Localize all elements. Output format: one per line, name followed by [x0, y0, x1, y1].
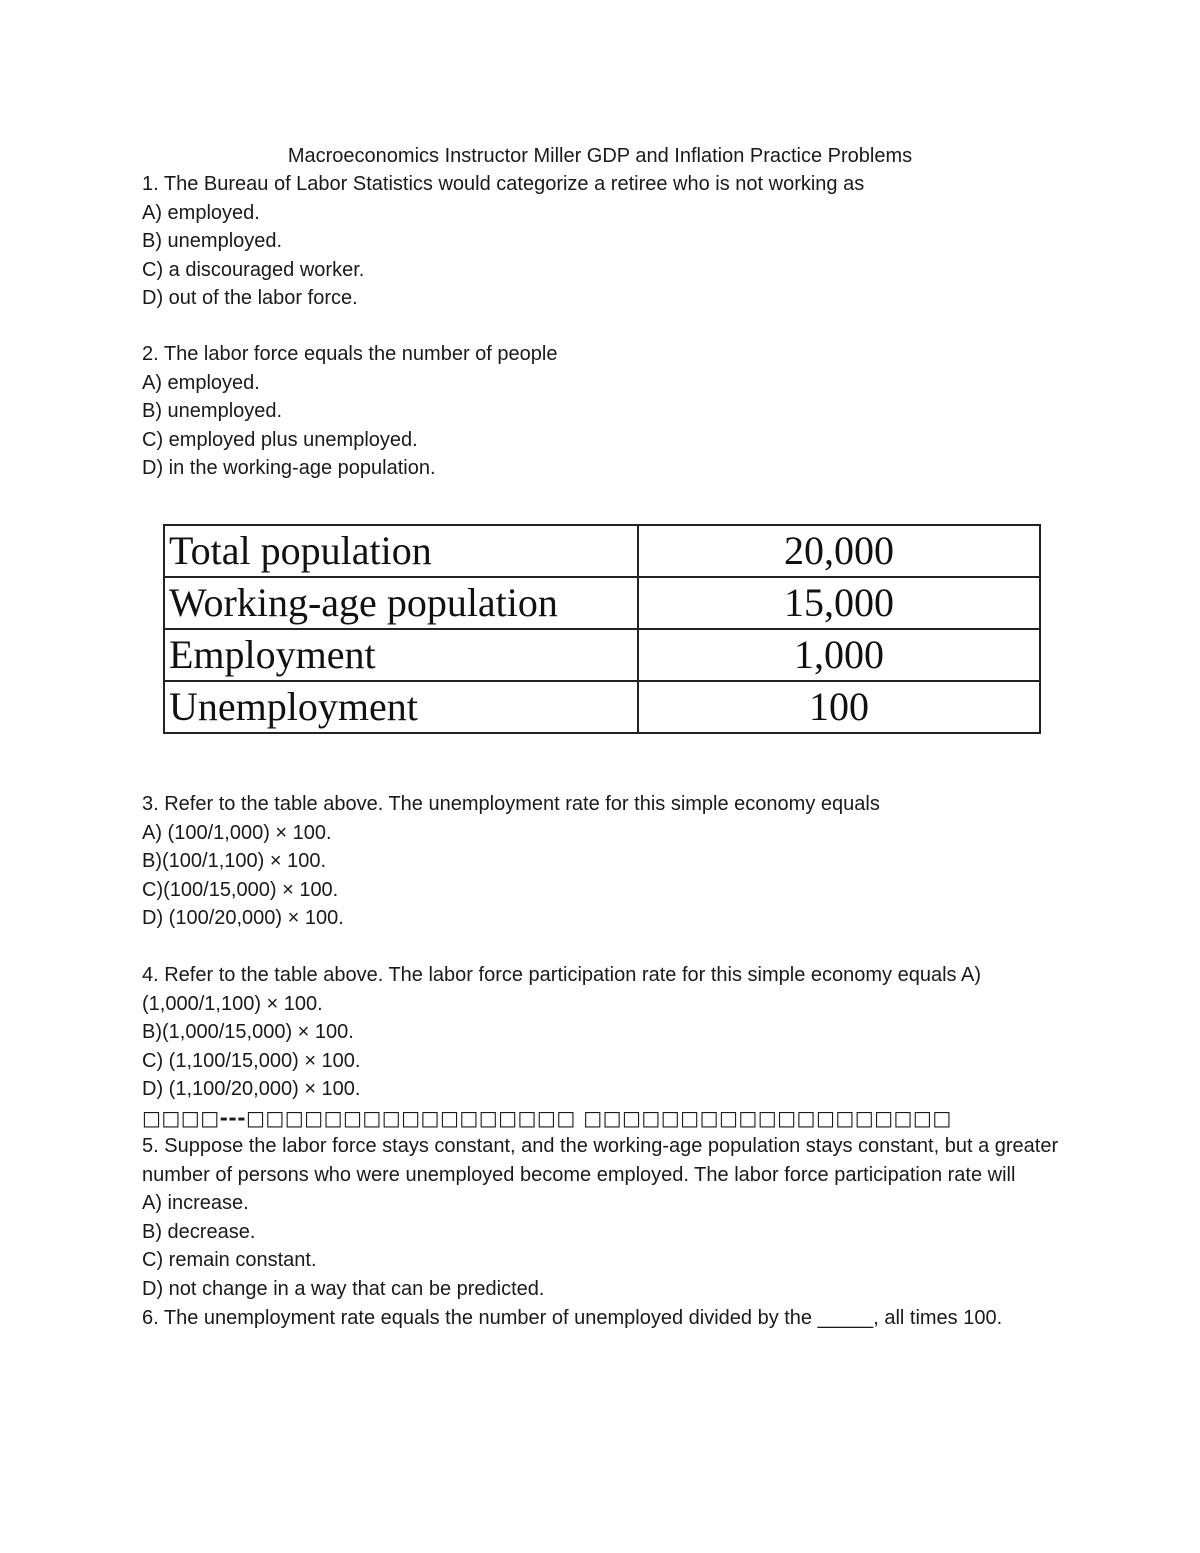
table-row	[164, 681, 1040, 733]
question-4-option-b: B)(1,000/15,000) × 100.	[142, 1021, 354, 1044]
question-2-stem: 2. The labor force equals the number of people	[142, 343, 558, 365]
table-row-label: Unemployment	[164, 681, 638, 733]
question-5	[142, 1132, 1072, 1332]
table-row	[164, 629, 1040, 681]
question-3-option-c: C)(100/15,000) × 100.	[142, 878, 339, 901]
table-row-label: Working-age population	[164, 577, 638, 629]
table-row-value: 20,000	[638, 525, 1040, 577]
question-3-option-a: A) (100/1,000) × 100.	[142, 821, 332, 844]
question-6-stem: 6. The unemployment rate equals the number of unemployed divided by the _____, all times 100.	[142, 1306, 1003, 1329]
question-3-stem: 3. Refer to the table above. The unemployment rate for this simple economy equals	[142, 793, 880, 815]
question-3	[142, 790, 1072, 933]
question-4-option-a: (1,000/1,100) × 100.	[142, 992, 323, 1015]
question-3-option-d: D) (100/20,000) × 100.	[142, 907, 344, 930]
question-2-option-b: B) unemployed.	[142, 400, 283, 423]
question-4	[142, 961, 1072, 1133]
question-5-option-b: B) decrease.	[142, 1220, 256, 1243]
question-2	[142, 340, 1072, 483]
table-row-value: 100	[638, 681, 1040, 733]
page-title: Macroeconomics Instructor Miller GDP and Inflation Practice Problems	[287, 145, 913, 167]
question-4-stem: 4. Refer to the table above. The labor force participation rate for this simple economy equals A)	[142, 964, 981, 986]
question-5-option-d: D) not change in a way that can be predicted.	[142, 1277, 545, 1300]
question-5-option-c: C) remain constant.	[142, 1249, 317, 1272]
question-2-option-a: A) employed.	[142, 371, 260, 394]
population-table	[163, 524, 1041, 734]
question-4-option-d: D) (1,100/20,000) × 100.	[142, 1078, 361, 1101]
table-row-value: 1,000	[638, 629, 1040, 681]
table-row-label: Total population	[164, 525, 638, 577]
question-4-option-c: C) (1,100/15,000) × 100.	[142, 1049, 361, 1072]
table-row-label: Employment	[164, 629, 638, 681]
question-1	[142, 170, 1072, 313]
table-row	[164, 525, 1040, 577]
question-5-option-a: A) increase.	[142, 1192, 249, 1215]
question-1-option-d: D) out of the labor force.	[142, 287, 358, 310]
question-1-option-b: B) unemployed.	[142, 230, 283, 253]
question-2-option-c: C) employed plus unemployed.	[142, 428, 418, 451]
question-1-option-c: C) a discouraged worker.	[142, 258, 365, 281]
table-row	[164, 577, 1040, 629]
question-2-option-d: D) in the working-age population.	[142, 457, 436, 480]
table-row-value: 15,000	[638, 577, 1040, 629]
unrendered-glyph-line: □□□□---□□□□□□□□□□□□□□□□□ □□□□□□□□□□□□□□□□□□□	[142, 1105, 952, 1130]
question-5-stem: 5. Suppose the labor force stays constant, and the working-age population stays constant, but a greater number of persons who were unemployed become employed. The labor force participation rate will	[142, 1135, 1059, 1186]
question-3-option-b: B)(100/1,100) × 100.	[142, 850, 327, 873]
question-1-option-a: A) employed.	[142, 201, 260, 224]
question-1-stem: 1. The Bureau of Labor Statistics would categorize a retiree who is not working as	[142, 173, 865, 195]
